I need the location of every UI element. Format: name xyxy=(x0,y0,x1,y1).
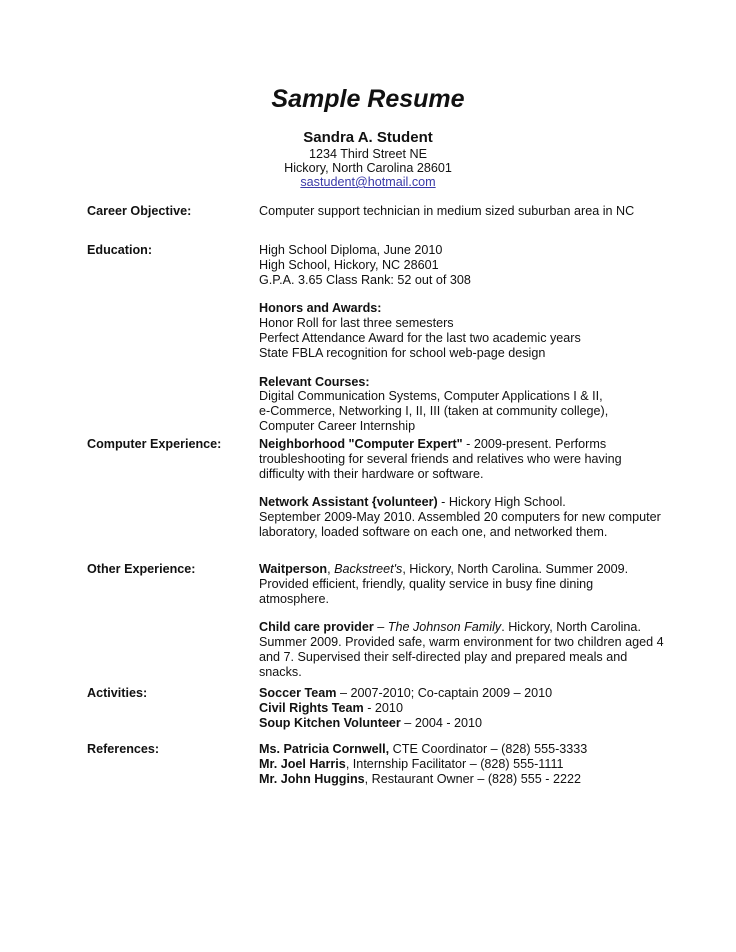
activity-name: Soup Kitchen Volunteer xyxy=(259,715,401,730)
honors-heading: Honors and Awards: xyxy=(259,301,382,316)
job-line: troubleshooting for several friends and relatives who were having xyxy=(259,451,622,466)
course-line: Computer Career Internship xyxy=(259,418,416,433)
job-line xyxy=(259,620,659,635)
honor-item: Perfect Attendance Award for the last two academic years xyxy=(259,330,581,345)
job-detail: , Hickory, North Carolina. Summer 2009. xyxy=(402,562,629,576)
reference-item xyxy=(259,742,659,757)
reference-name: Mr. John Huggins xyxy=(259,771,365,786)
job-title: Neighborhood "Computer Expert" xyxy=(259,437,463,451)
section-content xyxy=(259,562,664,680)
honor-item: Honor Roll for last three semesters xyxy=(259,316,454,331)
course-line: e-Commerce, Networking I, II, III (taken at community college), xyxy=(259,404,609,419)
section-label: Activities: xyxy=(87,686,148,700)
job-line: and 7. Supervised their self-directed play and prepared meals and xyxy=(259,649,628,664)
activity-detail: - 2010 xyxy=(363,700,403,715)
job-title: Child care provider xyxy=(259,620,374,635)
job-line: Summer 2009. Provided safe, warm environment for two children aged 4 xyxy=(259,635,664,650)
job-detail: - Hickory High School. xyxy=(437,495,566,510)
job-detail: - 2009-present. Performs xyxy=(462,437,607,451)
job-line: atmosphere. xyxy=(259,591,330,606)
activity-item xyxy=(259,686,659,701)
job-line: laboratory, loaded software on each one, and networked them. xyxy=(259,524,608,539)
section-content xyxy=(259,686,659,730)
activity-item xyxy=(259,701,659,716)
email-link[interactable]: sastudent@hotmail.com xyxy=(300,175,436,189)
contact-header xyxy=(0,129,736,189)
job-line xyxy=(259,562,659,577)
reference-item xyxy=(259,772,659,787)
objective-text: Computer support technician in medium sized suburban area in NC xyxy=(259,204,635,218)
activity-detail: – 2007-2010; Co-captain 2009 – 2010 xyxy=(336,686,553,700)
reference-detail: CTE Coordinator – (828) 555-3333 xyxy=(389,742,588,756)
section-label: Computer Experience: xyxy=(87,437,222,451)
education-line: High School, Hickory, NC 28601 xyxy=(259,257,439,272)
street-address: 1234 Third Street NE xyxy=(308,147,428,161)
section-content xyxy=(259,742,659,786)
city-address: Hickory, North Carolina 28601 xyxy=(284,161,452,175)
reference-name: Ms. Patricia Cornwell, xyxy=(259,742,390,756)
section-content xyxy=(259,243,659,434)
reference-item xyxy=(259,757,659,772)
job-place: The Johnson Family xyxy=(387,620,502,635)
course-line: Digital Communication Systems, Computer Applications I & II, xyxy=(259,389,603,404)
job-detail: . Hickory, North Carolina. xyxy=(501,620,641,635)
job-separator: – xyxy=(373,620,388,635)
job-separator: , xyxy=(327,562,335,576)
applicant-name: Sandra A. Student xyxy=(303,129,433,146)
courses-heading: Relevant Courses: xyxy=(259,374,370,389)
section-label: Education: xyxy=(87,243,153,257)
job-line xyxy=(259,495,659,510)
reference-detail: , Internship Facilitator – (828) 555-1111 xyxy=(345,756,564,771)
reference-detail: , Restaurant Owner – (828) 555 - 2222 xyxy=(364,771,581,786)
education-line: High School Diploma, June 2010 xyxy=(259,243,443,257)
activity-name: Soccer Team xyxy=(259,686,337,700)
job-line: snacks. xyxy=(259,664,302,679)
activity-item xyxy=(259,716,659,731)
section-label: Career Objective: xyxy=(87,204,192,218)
job-title: Network Assistant {volunteer) xyxy=(259,495,438,510)
job-line xyxy=(259,437,659,452)
education-line: G.P.A. 3.65 Class Rank: 52 out of 308 xyxy=(259,272,471,287)
page-title: Sample Resume xyxy=(271,85,465,113)
job-place: Backstreet's xyxy=(334,562,403,576)
job-line: Provided efficient, friendly, quality service in busy fine dining xyxy=(259,576,594,591)
section-content xyxy=(259,437,659,540)
honor-item: State FBLA recognition for school web-page design xyxy=(259,345,546,360)
activity-name: Civil Rights Team xyxy=(259,700,364,715)
job-line: September 2009-May 2010. Assembled 20 computers for new computer xyxy=(259,510,661,525)
section-label: Other Experience: xyxy=(87,562,196,576)
job-title: Waitperson xyxy=(259,562,328,576)
section-content xyxy=(259,204,659,219)
section-label: References: xyxy=(87,742,160,756)
reference-name: Mr. Joel Harris xyxy=(259,756,346,771)
activity-detail: – 2004 - 2010 xyxy=(400,715,483,730)
job-line: difficulty with their hardware or software. xyxy=(259,466,484,481)
